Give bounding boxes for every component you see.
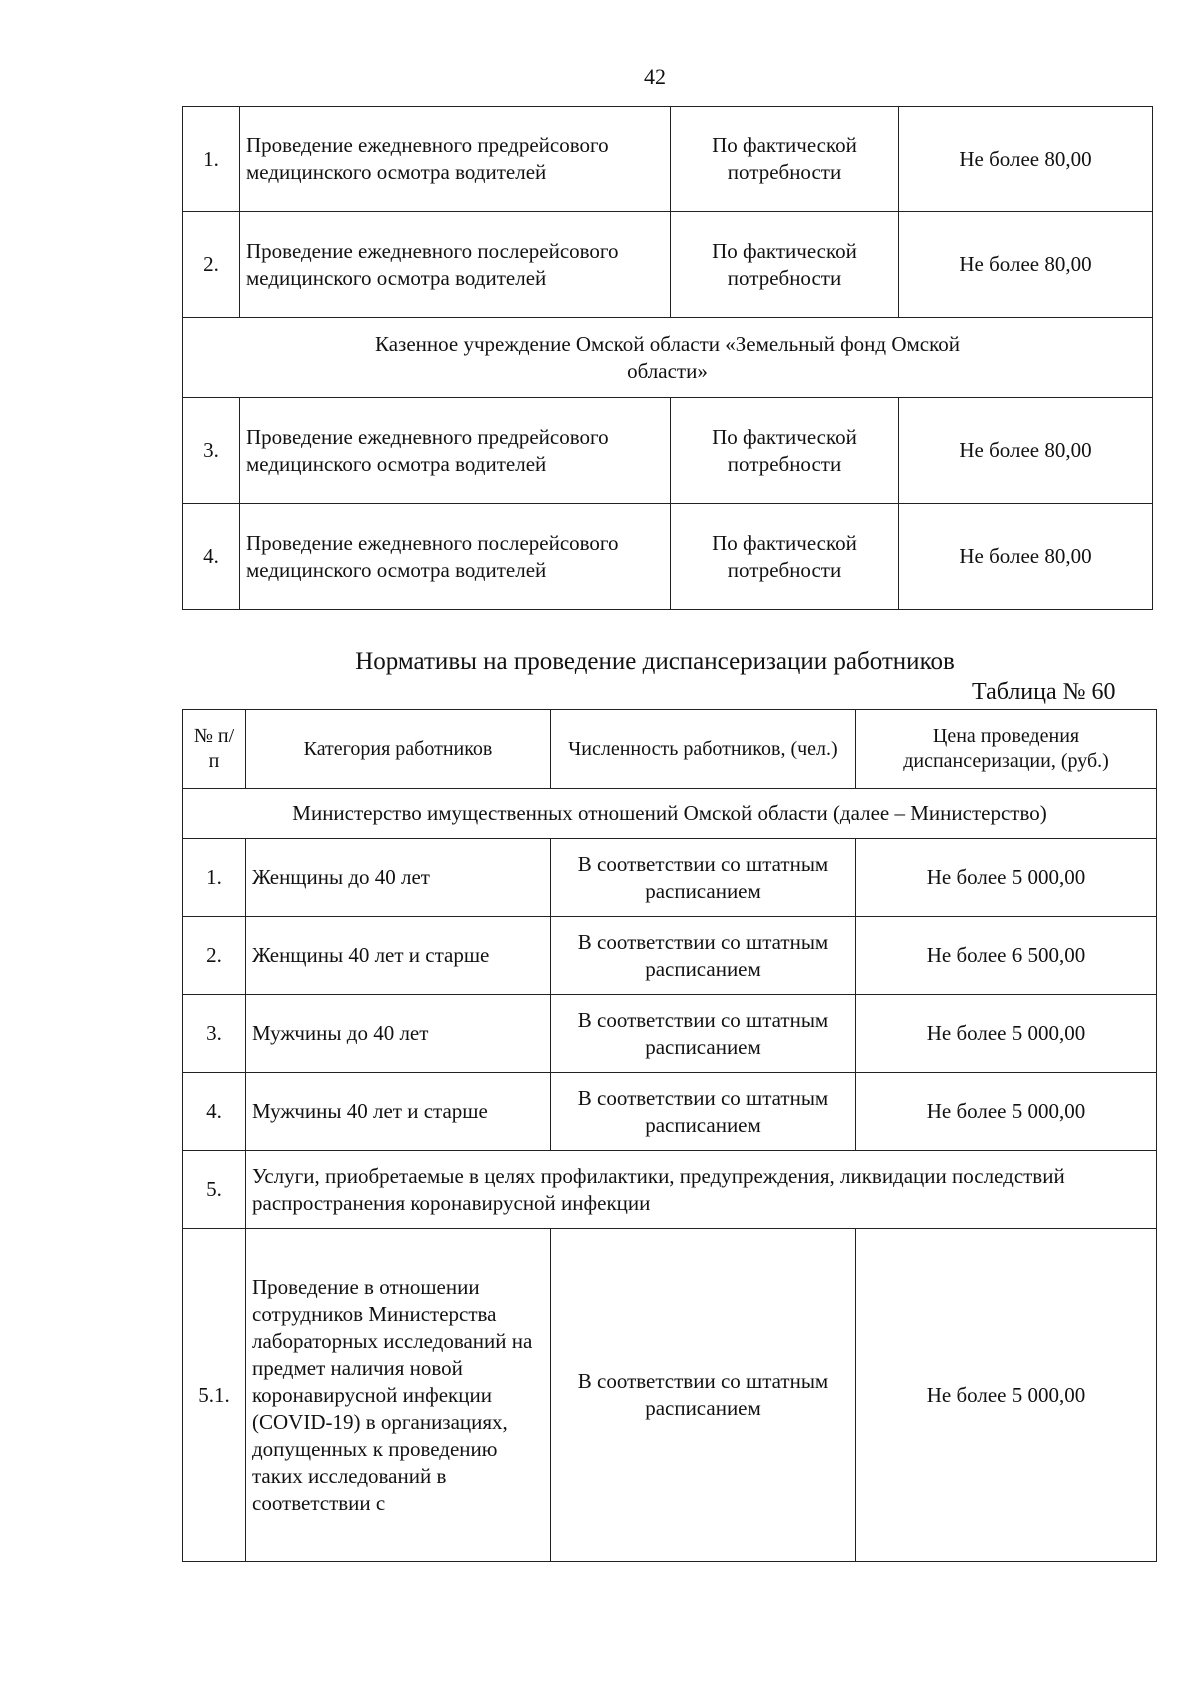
worker-count: В соответствии со штатным расписанием (551, 917, 856, 995)
service-quantity: По фактической потребности (671, 504, 899, 610)
medical-examination-table (182, 709, 1157, 1562)
service-name: Проведение ежедневного предрейсового медицинского осмотра водителей (240, 107, 671, 212)
examination-price: Не более 5 000,00 (856, 1229, 1157, 1562)
table-row (183, 1151, 1157, 1229)
table-row (183, 107, 1153, 212)
worker-category: Мужчины до 40 лет (246, 995, 551, 1073)
examination-price: Не более 5 000,00 (856, 839, 1157, 917)
service-name: Проведение ежедневного предрейсового медицинского осмотра водителей (240, 398, 671, 504)
row-number: 4. (183, 504, 240, 610)
worker-count: В соответствии со штатным расписанием (551, 839, 856, 917)
worker-category: Женщины 40 лет и старше (246, 917, 551, 995)
service-price: Не более 80,00 (899, 504, 1153, 610)
section-row (183, 318, 1153, 398)
worker-count: В соответствии со штатным расписанием (551, 1073, 856, 1151)
row-number: 2. (183, 917, 246, 995)
table-label: Таблица № 60 (972, 679, 1116, 705)
table-row (183, 212, 1153, 318)
row-number: 3. (183, 398, 240, 504)
worker-category: Проведение в отношении сотрудников Министерства лабораторных исследований на предмет наличия новой коронавирусной инфекции (COVID-19) в организациях, допущенных к проведению таких исследований в соответствии с (246, 1229, 551, 1562)
table-row (183, 1073, 1157, 1151)
medical-checkup-table (182, 106, 1153, 610)
header-number: № п/п (183, 710, 246, 789)
examination-price: Не более 6 500,00 (856, 917, 1157, 995)
service-price: Не более 80,00 (899, 107, 1153, 212)
service-name: Проведение ежедневного послерейсового медицинского осмотра водителей (240, 212, 671, 318)
header-price: Цена проведения диспансеризации, (руб.) (856, 710, 1157, 789)
section-title: Нормативы на проведение диспансеризации работников (355, 648, 955, 675)
service-name: Проведение ежедневного послерейсового медицинского осмотра водителей (240, 504, 671, 610)
service-price: Не более 80,00 (899, 398, 1153, 504)
row-number: 1. (183, 107, 240, 212)
section-heading: Министерство имущественных отношений Омской области (далее – Министерство) (183, 789, 1157, 839)
row-number: 2. (183, 212, 240, 318)
covid-services-heading: Услуги, приобретаемые в целях профилактики, предупреждения, ликвидации последствий распространения коронавирусной инфекции (246, 1151, 1157, 1229)
worker-category: Мужчины 40 лет и старше (246, 1073, 551, 1151)
row-number: 1. (183, 839, 246, 917)
table-header-row (183, 710, 1157, 789)
examination-price: Не более 5 000,00 (856, 995, 1157, 1073)
table-row (183, 398, 1153, 504)
worker-category: Женщины до 40 лет (246, 839, 551, 917)
service-quantity: По фактической потребности (671, 398, 899, 504)
row-number: 3. (183, 995, 246, 1073)
table-row (183, 995, 1157, 1073)
row-number: 5. (183, 1151, 246, 1229)
table-row (183, 1229, 1157, 1562)
section-heading: Казенное учреждение Омской области «Земельный фонд Омской области» (183, 318, 1153, 398)
service-quantity: По фактической потребности (671, 212, 899, 318)
service-price: Не более 80,00 (899, 212, 1153, 318)
examination-price: Не более 5 000,00 (856, 1073, 1157, 1151)
header-count: Численность работников, (чел.) (551, 710, 856, 789)
table-row (183, 839, 1157, 917)
service-quantity: По фактической потребности (671, 107, 899, 212)
row-number: 5.1. (183, 1229, 246, 1562)
page-number: 42 (644, 64, 666, 89)
worker-count: В соответствии со штатным расписанием (551, 1229, 856, 1562)
table-row (183, 917, 1157, 995)
worker-count: В соответствии со штатным расписанием (551, 995, 856, 1073)
row-number: 4. (183, 1073, 246, 1151)
table-row (183, 504, 1153, 610)
section-row (183, 789, 1157, 839)
header-category: Категория работников (246, 710, 551, 789)
